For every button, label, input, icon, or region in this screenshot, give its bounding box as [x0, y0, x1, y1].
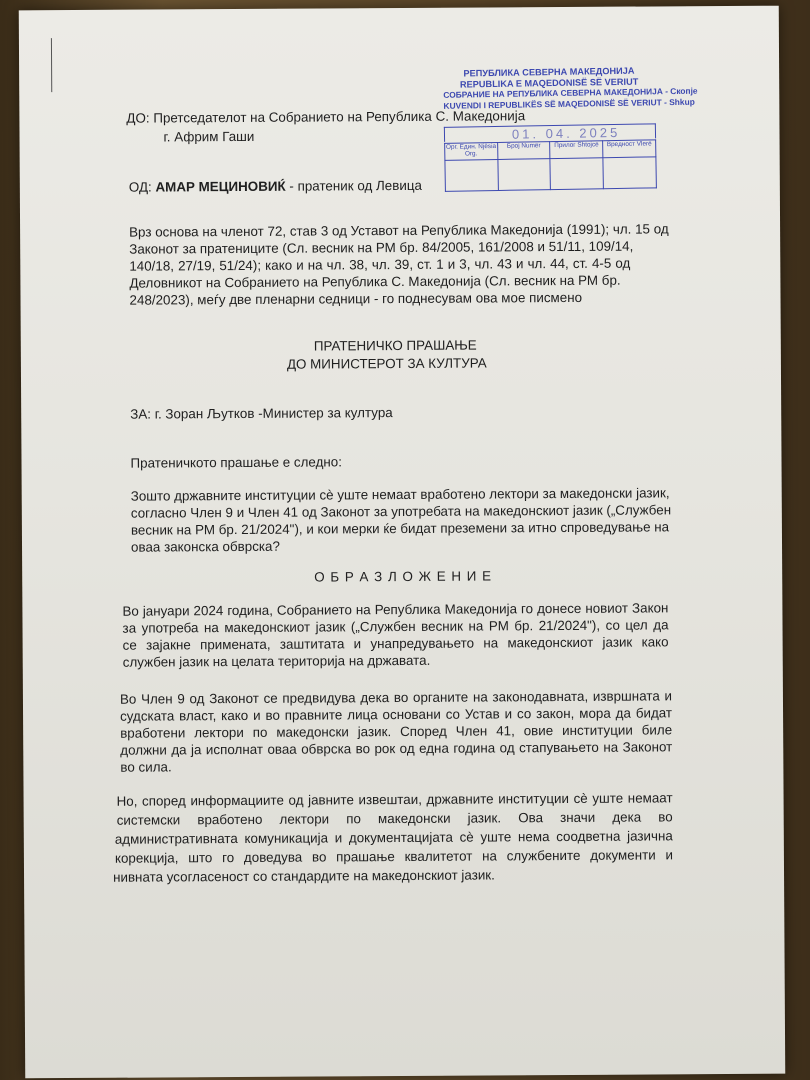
title-line-2: ДО МИНИСТЕРОТ ЗА КУЛТУРА [286, 355, 487, 372]
para2-line: судската власт, како и во правните лица основани со Устав и со закон, мора да бидат [120, 705, 673, 724]
para2-line: во сила. [120, 759, 172, 775]
explanation-title: О Б Р А З Л О Ж Е Н И Е [314, 568, 493, 585]
stamp-col-number: Број Numër [497, 142, 550, 160]
margin-pencil-mark [51, 38, 52, 92]
question-line: согласно Член 9 и Член 41 од Законот за употребата на македонскиот јазик („Службен [130, 502, 672, 521]
stamp-cell [445, 159, 498, 191]
basis-line: 140/18, 27/19, 51/24); како и на чл. 38, чл. 39, ст. 1 и 3, чл. 43 и чл. 44, ст. 4-5 од [129, 255, 631, 274]
stamp-col-attachment: Прилог Shtojcë [550, 141, 603, 159]
stamp-col-value: Вредност Vlerë [603, 140, 656, 158]
from-name: АМАР МЕЦИНОВИЌ [155, 178, 286, 195]
para1-line: се зајакне примената, заштитата и унапредувањето на македонскиот јазик како [122, 634, 669, 653]
para2-line: должни да ја исполнат оваа обврска во рок од една година од стапувањето на Законот [120, 739, 673, 758]
para2-line: вработени лектори по македонски јазик. Според Член 41, овие институции биле [120, 722, 673, 741]
stamp-line-3: СОБРАНИЕ НА РЕПУБЛИКА СЕВЕРНА МАКЕДОНИЈА - Скопје [443, 85, 698, 101]
para3-line: административната комуникација и документацијата сè уште нема соодветна јазична [114, 828, 673, 847]
basis-line: Врз основа на членот 72, став 3 од Уставот на Република Македонија (1991); чл. 15 од [129, 221, 669, 240]
stamp-line-1: РЕПУБЛИКА СЕВЕРНА МАКЕДОНИЈА [463, 65, 635, 79]
stamp-cell [550, 158, 603, 190]
to-line: ДО: Претседателот на Собранието на Република С. Македонија [126, 108, 526, 126]
para1-line: Во јануари 2024 година, Собранието на Република Македонија го донесе новиот Закон [122, 600, 669, 619]
question-intro: Пратеничкото прашање е следно: [130, 454, 342, 471]
parliament-receipt-stamp [443, 65, 698, 158]
basis-line: Деловникот на Собранието на Република С. Македонија (Сл. весник на РМ бр. [129, 272, 621, 291]
para3-line: системски вработено лектори по македонски јазик. Ова значи дека во [116, 809, 673, 828]
stamp-date: 01. 04. 2025 [511, 124, 621, 142]
question-line: оваа законска обврска? [130, 538, 280, 555]
para1-line: за употреба на македонскиот јазик („Службен весник на РМ бр. 21/2024"), со цел да [122, 617, 669, 636]
question-line: весник на РМ бр. 21/2024"), и кои мерки ќе бидат преземени за итно спроведување на [130, 519, 670, 538]
stamp-line-2: REPUBLIKA E MAQEDONISË SË VERIUT [459, 76, 639, 90]
stamp-line-4: KUVENDI I REPUBLIKËS SË MAQEDONISË SË VERIUT - Shkup [443, 96, 695, 111]
basis-line: 248/2023), меѓу две пленарни седници - го поднесувам ова мое писмено [129, 289, 583, 308]
para2-line: Во Член 9 од Законот се предвидува дека во органите на законодавната, извршната и [119, 688, 672, 707]
title-line-1: ПРАТЕНИЧКО ПРАШАЊЕ [313, 337, 477, 354]
para3-line: Но, според информациите од јавните извештаи, државните институции сè уште немаат [116, 790, 673, 809]
from-suffix: - пратеник од Левица [285, 177, 422, 194]
para3-line: нивната усогласеност со стандардите на македонскиот јазик. [112, 867, 495, 885]
stamp-cell [603, 157, 656, 189]
from-prefix: ОД: [128, 179, 156, 195]
from-line [129, 178, 422, 196]
document-page [19, 6, 786, 1079]
basis-line: Законот за пратениците (Сл. весник на РМ бр. 84/2005, 161/2008 и 51/11, 109/14, [129, 238, 634, 257]
stamp-register-table [444, 139, 657, 192]
addressee: ЗА: г. Зоран Љутков -Министер за култура [130, 405, 393, 422]
stamp-cell [498, 159, 551, 191]
stamp-col-org-unit: Орг. Един. Njësia Org. [445, 142, 498, 160]
question-line: Зошто државните институции сè уште немаат вработено лектори за македонски јазик, [130, 485, 670, 504]
para1-line: службен јазик на целата територија на државата. [122, 652, 431, 670]
to-name: г. Африм Гаши [163, 128, 255, 145]
para3-line: корекција, што го доведува во прашање квалитетот на службените документи и [114, 847, 673, 866]
